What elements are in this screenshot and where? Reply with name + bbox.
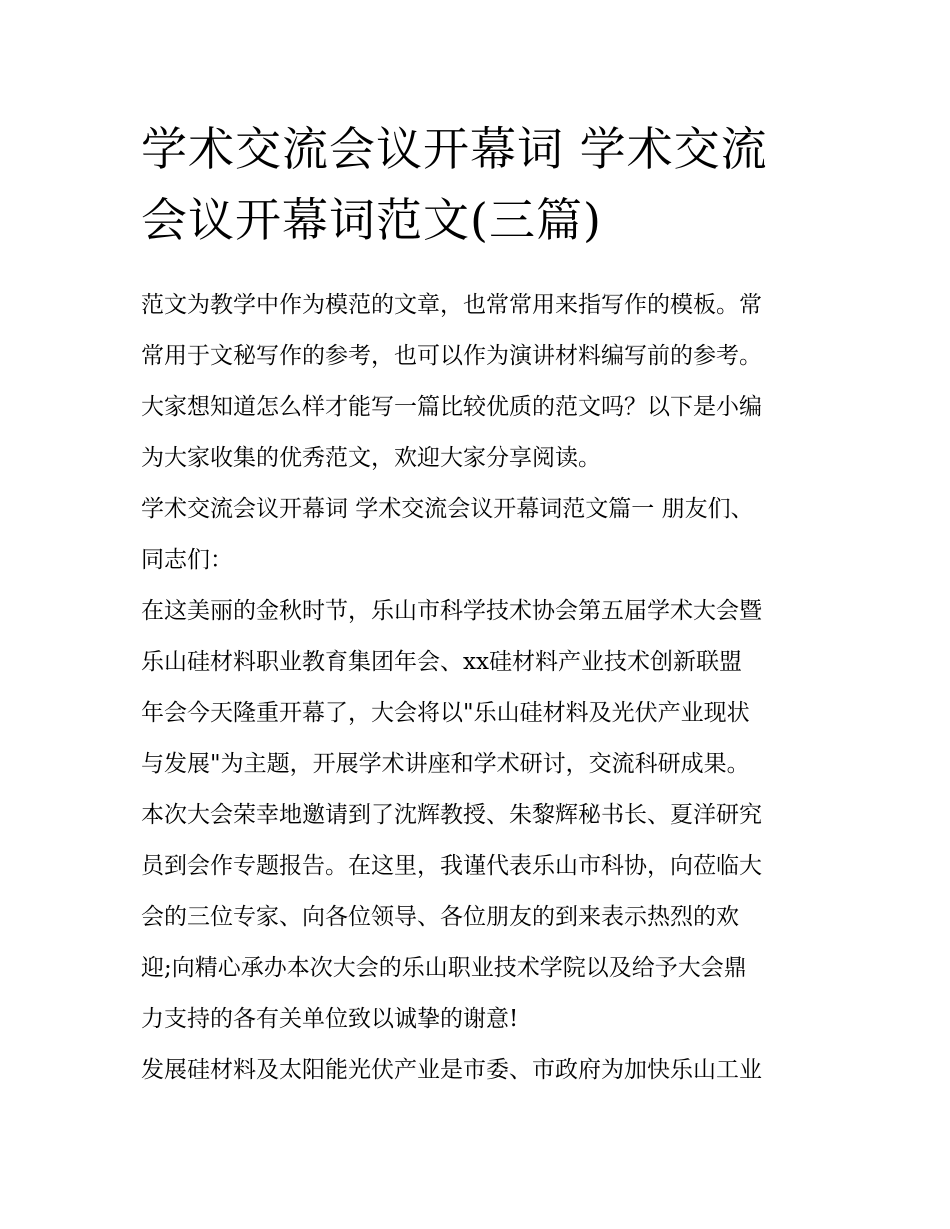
body-line: 发展硅材料及太阳能光伏产业是市委、市政府为加快乐山工业 — [141, 1057, 762, 1083]
body-line: 年会今天隆重开幕了，大会将以"乐山硅材料及光伏产业现状 — [141, 700, 750, 726]
document-body — [141, 280, 821, 1096]
body-line: 本次大会荣幸地邀请到了沈辉教授、朱黎辉秘书长、夏洋研究 — [141, 802, 762, 828]
body-line: 会的三位专家、向各位领导、各位朋友的到来表示热烈的欢 — [141, 904, 739, 930]
body-line: 员到会作专题报告。在这里，我谨代表乐山市科协，向莅临大 — [141, 853, 762, 879]
body-line: 在这美丽的金秋时节，乐山市科学技术协会第五届学术大会暨 — [141, 598, 762, 624]
body-line: 大家想知道怎么样才能写一篇比较优质的范文吗？以下是小编 — [141, 394, 762, 420]
body-line: 力支持的各有关单位致以诚挚的谢意! — [141, 1006, 519, 1032]
body-line: 与发展"为主题，开展学术讲座和学术研讨，交流科研成果。 — [141, 751, 750, 777]
body-line: 范文为教学中作为模范的文章，也常常用来指写作的模板。常 — [141, 292, 762, 318]
title-line: 学术交流会议开幕词 学术交流 — [141, 122, 768, 176]
body-line: 迎;向精心承办本次大会的乐山职业技术学院以及给予大会鼎 — [141, 955, 747, 981]
body-line: 乐山硅材料职业教育集团年会、xx硅材料产业技术创新联盟 — [141, 649, 742, 675]
document-title — [141, 114, 821, 256]
body-line: 常用于文秘写作的参考，也可以作为演讲材料编写前的参考。 — [141, 343, 762, 369]
body-line: 为大家收集的优秀范文，欢迎大家分享阅读。 — [141, 445, 601, 471]
title-line: 会议开幕词范文(三篇) — [141, 193, 602, 247]
body-line: 学术交流会议开幕词 学术交流会议开幕词范文篇一 朋友们、 — [141, 496, 754, 522]
body-line: 同志们： — [141, 547, 233, 573]
